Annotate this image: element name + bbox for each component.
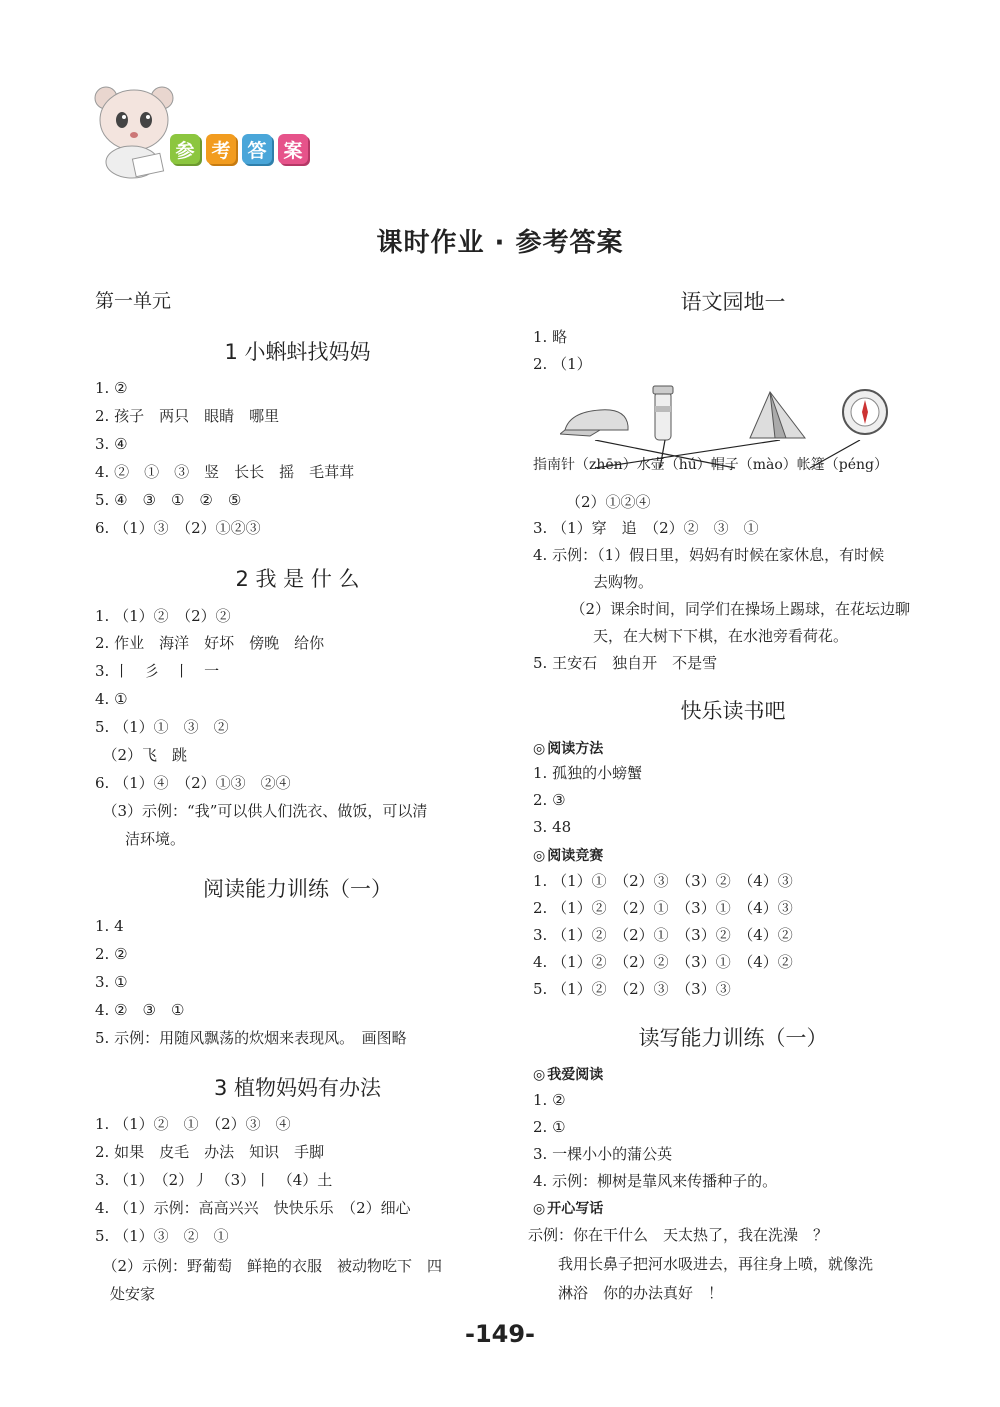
answer-line: 我用长鼻子把河水吸进去，再往身上喷，就像洗 xyxy=(528,1255,874,1273)
answer-line: 1. ② xyxy=(533,1091,566,1109)
badge-char: 答 xyxy=(242,134,272,164)
answer-line: 6. （1）④ （2）①③ ②④ xyxy=(95,774,291,792)
section-title: 阅读能力训练（一） xyxy=(203,877,392,901)
answer-line: 1. 略 xyxy=(533,328,568,346)
section-title: 快乐读书吧 xyxy=(680,699,786,723)
section-title: 读写能力训练（一） xyxy=(638,1026,828,1050)
subsection-label: ◎ 阅读竞赛 xyxy=(533,845,603,865)
section-title: 3 植物妈妈有办法 xyxy=(213,1076,382,1100)
badge-tags xyxy=(170,134,308,164)
page-title: 课时作业 · 参考答案 xyxy=(376,228,624,258)
answer-line: 5. ④ ③ ① ② ⑤ xyxy=(95,491,242,509)
answer-line: （2）飞 跳 xyxy=(95,746,188,764)
answer-line: 5. 示例：用随风飘荡的炊烟来表现风。 画图略 xyxy=(95,1029,407,1047)
bear-mascot-icon xyxy=(92,80,180,180)
answer-line: 1. （1）① （2）③ （3）② （4）③ xyxy=(533,872,793,890)
answer-line: 2. 孩子 两只 眼睛 哪里 xyxy=(95,407,280,425)
answer-line: 去购物。 xyxy=(533,573,654,591)
answer-line: 1. ② xyxy=(95,379,128,397)
compass-icon xyxy=(843,390,887,434)
answer-line: 2. （1）② （2）① （3）① （4）③ xyxy=(533,899,793,917)
section-title: 1 小蝌蚪找妈妈 xyxy=(224,340,371,364)
answer-line: 5. （1）② （2）③ （3）③ xyxy=(533,980,731,998)
answer-line: 1. （1）② ① （2）③ ④ xyxy=(95,1115,291,1133)
answer-line: 3. ① xyxy=(95,973,128,991)
answer-line: 3. 一棵小小的蒲公英 xyxy=(533,1145,673,1163)
subsection-label: ◎ 我爱阅读 xyxy=(533,1064,603,1084)
matching-pictures xyxy=(560,382,900,442)
unit-heading: 第一单元 xyxy=(95,290,172,312)
badge-char: 参 xyxy=(170,134,200,164)
tent-icon xyxy=(750,392,805,438)
section-title: 2 我 是 什 么 xyxy=(235,567,360,591)
answer-line: 3. 丨 彡 丨 一 xyxy=(95,662,220,680)
answer-line: 2. ③ xyxy=(533,791,566,809)
answer-line: 淋浴 你的办法真好 ！ xyxy=(528,1284,724,1302)
pinyin-line: 指南针（zhēn）水壶（hú）帽子（mào）帐篷（péng） xyxy=(533,457,889,473)
answer-line: 3. （1） （2）丿 （3）丨 （4）土 xyxy=(95,1171,333,1189)
answer-line: 3. 48 xyxy=(533,818,572,836)
answer-line: 1. （1）② （2）② xyxy=(95,607,231,625)
answer-line: 示例：你在干什么 天太热了，我在洗澡 ？ xyxy=(528,1226,829,1244)
answer-line: 1. 4 xyxy=(95,917,124,935)
answer-badge xyxy=(92,80,332,190)
answer-line: 5. （1）③ ② ① xyxy=(95,1227,229,1245)
subsection-label: ◎ 阅读方法 xyxy=(533,738,603,758)
answer-line: 2. ② xyxy=(95,945,128,963)
page-number: -149- xyxy=(464,1320,536,1348)
answer-line: 处安家 xyxy=(95,1285,156,1303)
answer-line: （2）示例：野葡萄 鲜艳的衣服 被动物吃下 四 xyxy=(95,1257,443,1275)
answer-line: 2. 如果 皮毛 办法 知识 手脚 xyxy=(95,1143,325,1161)
answer-line: （2）①②④ xyxy=(566,493,651,511)
section-title: 语文园地一 xyxy=(680,290,786,314)
answer-line: 洁环境。 xyxy=(95,830,186,848)
answer-line: 3. （1）穿 追 （2）② ③ ① xyxy=(533,519,759,537)
answer-line: 3. ④ xyxy=(95,435,128,453)
answer-line: 5. 王安石 独自开 不是雪 xyxy=(533,654,718,672)
badge-char: 考 xyxy=(206,134,236,164)
answer-line: 6. （1）③ （2）①②③ xyxy=(95,519,261,537)
answer-line: 2. （1） xyxy=(533,355,592,373)
answer-line: 4. ① xyxy=(95,690,128,708)
answer-line: （3）示例：“我”可以供人们洗衣、做饭，可以清 xyxy=(95,802,428,820)
cap-icon xyxy=(560,410,628,436)
badge-char: 案 xyxy=(278,134,308,164)
answer-line: 天，在大树下下棋，在水池旁看荷花。 xyxy=(533,627,849,645)
answer-line: 2. ① xyxy=(533,1118,566,1136)
answer-line: 1. 孤独的小螃蟹 xyxy=(533,764,643,782)
answer-line: 4. ② ① ③ 竖 长长 摇 毛茸茸 xyxy=(95,463,355,481)
answer-line: 4. 示例：柳树是靠风来传播种子的。 xyxy=(533,1172,778,1190)
answer-line: 4. 示例：（1）假日里，妈妈有时候在家休息，有时候 xyxy=(533,546,885,564)
answer-line: 4. （1）② （2）② （3）① （4）② xyxy=(533,953,793,971)
answer-line: 4. ② ③ ① xyxy=(95,1001,185,1019)
answer-line: 2. 作业 海洋 好坏 傍晚 给你 xyxy=(95,634,325,652)
subsection-label: ◎ 开心写话 xyxy=(533,1198,603,1218)
answer-line: 5. （1）① ③ ② xyxy=(95,718,229,736)
thermos-icon xyxy=(653,386,673,440)
answer-line: 3. （1）② （2）① （3）② （4）② xyxy=(533,926,793,944)
answer-line: （2）课余时间，同学们在操场上踢球，在花坛边聊 xyxy=(533,600,911,618)
answer-line: 4. （1）示例：高高兴兴 快快乐乐 （2）细心 xyxy=(95,1199,411,1217)
